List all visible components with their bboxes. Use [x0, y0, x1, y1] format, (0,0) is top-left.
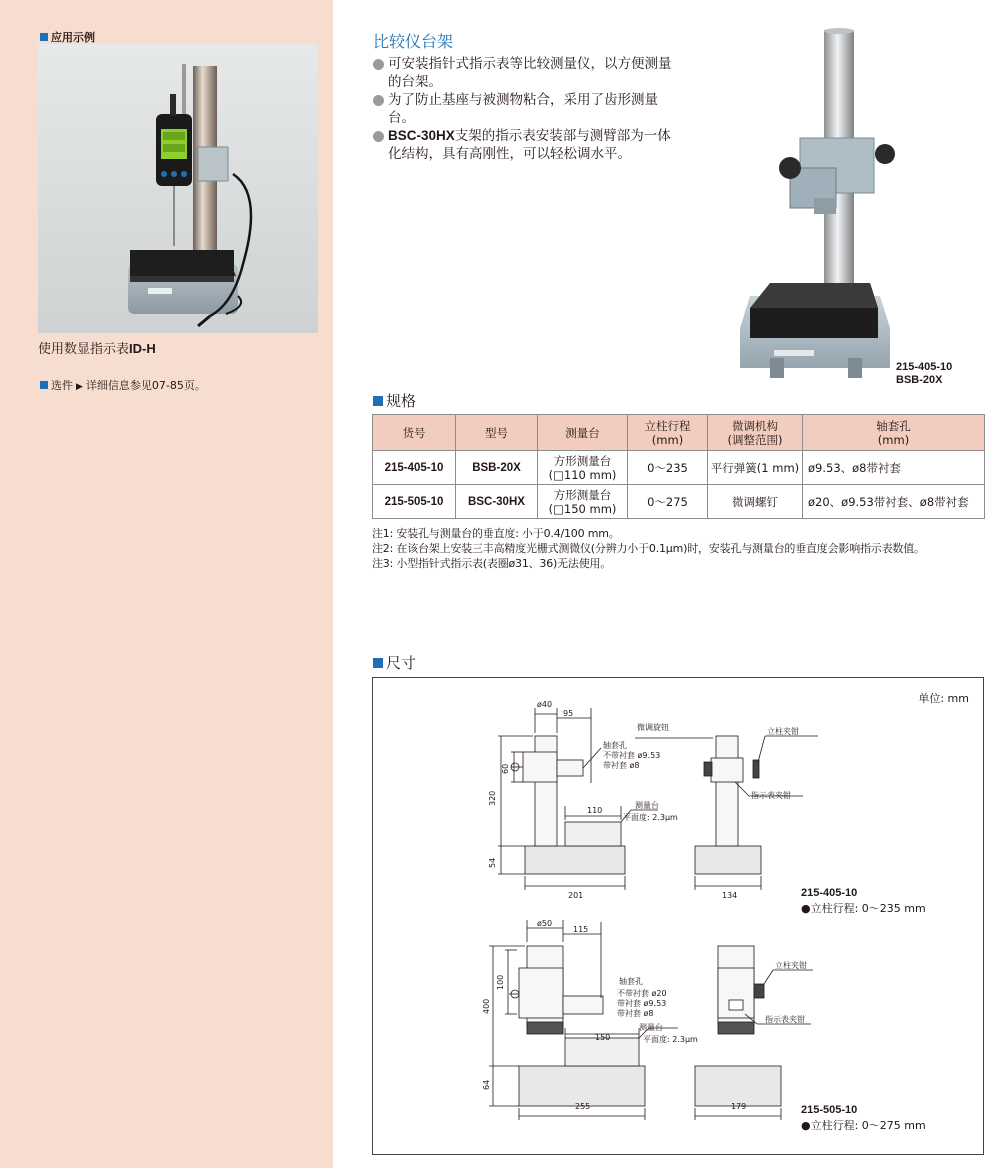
dim-label: ø50	[537, 919, 553, 928]
callout-label: 平面度: 2.3μm	[643, 1035, 698, 1044]
dim-label: 320	[488, 790, 497, 806]
callout-label: 不带衬套 ø9.53	[603, 751, 661, 760]
model-caption: 215-405-10 ●立柱行程: 0～235 mm	[801, 887, 926, 915]
callout-label: 轴套孔	[603, 741, 627, 750]
table-header-row	[373, 415, 985, 451]
dim-label: 54	[488, 857, 497, 868]
option-note: 选件 ▶ 详细信息参见07-85页。	[40, 377, 206, 393]
model-caption: 215-505-10 ●立柱行程: 0～275 mm	[801, 1104, 926, 1132]
column-header: 微调机构 (调整范围)	[708, 415, 803, 451]
triangle-right-icon: ▶	[76, 382, 83, 392]
square-bullet-icon	[40, 381, 48, 389]
table-row: 215-505-10 BSC-30HX 方形测量台 (□150 mm) 0～275 微调螺钉 ø20、ø9.53带衬套、ø8带衬套	[373, 485, 985, 519]
application-photo	[38, 44, 318, 333]
product-label: 215-405-10 BSB-20X	[896, 361, 953, 386]
dim-label: 110	[587, 806, 603, 815]
dim-label: 115	[573, 925, 589, 934]
product-photo	[730, 28, 900, 388]
column-header: 测量台	[538, 415, 628, 451]
dim-label: 134	[722, 891, 738, 900]
dim-label: 60	[501, 763, 510, 774]
spec-notes: 注1: 安装孔与测量台的垂直度: 小于0.4/100 mm。 注2: 在该台架上安装三丰高精度光栅式测微仪(分辨力小于0.1μm)时，安装孔与测量台的垂直度会影响指示表数值。 注3: 小型指针式指示表(表圈ø31、36)无法使用。	[372, 527, 925, 570]
sidebar-heading: 应用示例	[40, 29, 95, 45]
page-title: 比较仪台架	[373, 32, 454, 51]
callout-label: 带衬套 ø8	[617, 1009, 654, 1018]
unit-label: 单位: mm	[918, 692, 969, 705]
column-header: 型号	[456, 415, 538, 451]
dimension-svg	[373, 678, 985, 1156]
callout-label: 立柱夹钳	[775, 961, 807, 970]
spec-table	[372, 414, 985, 519]
bullet-dot-icon	[373, 131, 384, 142]
feature-item: 可安装指针式指示表等比较测量仪，以方便测量的台架。	[373, 55, 678, 91]
photo-caption: 使用数显指示表ID-H	[38, 341, 156, 357]
dimension-drawing	[372, 677, 984, 1155]
dim-label: 150	[595, 1033, 611, 1042]
column-header: 货号	[373, 415, 456, 451]
callout-label: 指示表夹钳	[751, 791, 791, 800]
dim-label: 95	[563, 709, 574, 718]
dim-label: 100	[496, 974, 505, 990]
dimensions-heading: 尺寸	[373, 652, 416, 673]
dim-label: 400	[482, 998, 491, 1014]
callout-label: 不带衬套 ø20	[617, 989, 667, 998]
square-bullet-icon	[40, 33, 48, 41]
dim-label: 179	[731, 1102, 747, 1111]
feature-item: 为了防止基座与被测物粘合，采用了齿形测量台。	[373, 91, 678, 127]
callout-label: 轴套孔	[619, 977, 643, 986]
feature-item: BSC-30HX支架的指示表安装部与测臂部为一体化结构，具有高刚性，可以轻松调水平。	[373, 127, 678, 163]
bullet-dot-icon	[373, 59, 384, 70]
column-header: 立柱行程 (mm)	[628, 415, 708, 451]
bullet-dot-icon	[373, 95, 384, 106]
dim-label: 255	[575, 1102, 591, 1111]
callout-label: 测量台	[639, 1023, 663, 1032]
callout-label: 微调旋钮	[637, 723, 669, 732]
square-bullet-icon	[373, 658, 383, 668]
feature-list	[373, 55, 678, 163]
callout-label: 指示表夹钳	[765, 1015, 805, 1024]
callout-label: 带衬套 ø8	[603, 761, 640, 770]
square-bullet-icon	[373, 396, 383, 406]
column-header: 轴套孔 (mm)	[803, 415, 985, 451]
callout-label: 带衬套 ø9.53	[617, 999, 667, 1008]
callout-label: 平面度: 2.3μm	[623, 813, 678, 822]
callout-label: 测量台	[635, 801, 659, 810]
dim-label: 201	[568, 891, 584, 900]
table-row: 215-405-10 BSB-20X 方形测量台 (□110 mm) 0～235 平行弹簧(1 mm) ø9.53、ø8带衬套	[373, 451, 985, 485]
dim-label: 64	[482, 1079, 491, 1090]
dim-label: ø40	[537, 700, 553, 709]
sidebar	[0, 0, 333, 1168]
spec-heading: 规格	[373, 390, 416, 411]
callout-label: 立柱夹钳	[767, 727, 799, 736]
